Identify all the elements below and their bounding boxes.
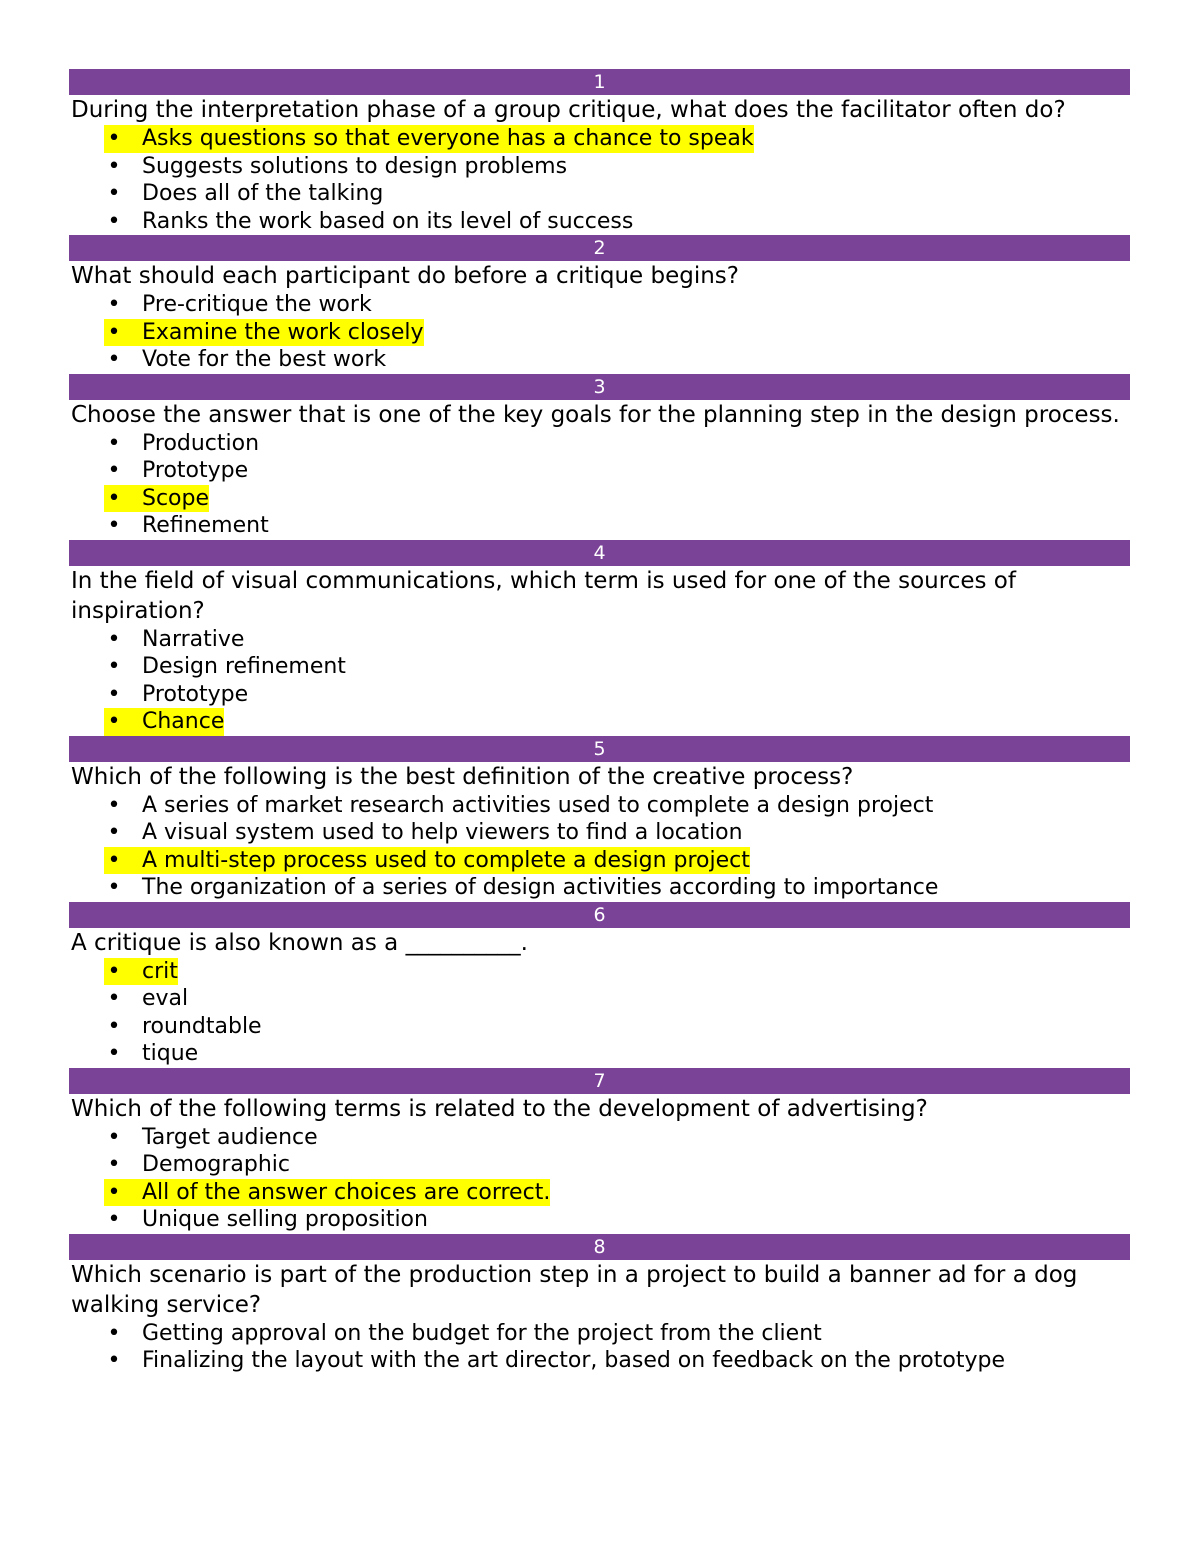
answer-label: Prototype	[142, 458, 249, 483]
answer-label-wrap	[104, 153, 567, 181]
bullet-icon: •	[107, 319, 121, 345]
answer-option-correct	[69, 708, 1130, 736]
answer-label: tique	[142, 1041, 199, 1066]
answer-label-wrap	[104, 1206, 428, 1234]
answer-option	[69, 208, 1130, 236]
answer-options-list	[69, 958, 1130, 1068]
answer-option	[69, 681, 1130, 709]
bullet-icon: •	[107, 1348, 121, 1373]
answer-highlight	[104, 708, 224, 736]
answer-label-wrap	[104, 430, 259, 458]
answer-label-wrap	[104, 180, 383, 208]
bullet-icon: •	[107, 958, 121, 984]
answer-option	[69, 457, 1130, 485]
question-text: A critique is also known as a __________.	[71, 929, 528, 956]
answer-label: All of the answer choices are correct.	[142, 1179, 551, 1205]
question-text: Which scenario is part of the production step in a project to build a banner ad for a dog walking service?	[71, 1261, 1078, 1318]
bullet-icon: •	[107, 430, 121, 456]
answer-highlight	[104, 1179, 550, 1207]
answer-label: Narrative	[142, 626, 245, 652]
answer-label: Production	[142, 430, 260, 456]
answer-label-wrap	[104, 457, 248, 485]
question-number-bar: 5	[69, 736, 1130, 762]
answer-label: Ranks the work based on its level of success	[142, 208, 634, 234]
answer-label-wrap	[104, 1040, 198, 1068]
answer-label-wrap	[104, 208, 633, 236]
answer-label-wrap	[104, 792, 933, 820]
answer-label-wrap	[104, 346, 386, 374]
answer-label-wrap	[104, 1151, 290, 1179]
answer-option-correct	[69, 319, 1130, 347]
answer-option-correct	[69, 1179, 1130, 1207]
bullet-icon: •	[107, 875, 121, 900]
bullet-icon: •	[107, 458, 121, 483]
answer-option	[69, 653, 1130, 681]
answer-options-list	[69, 792, 1130, 902]
bullet-icon: •	[107, 126, 121, 151]
answer-option	[69, 1124, 1130, 1152]
bullet-icon: •	[107, 847, 121, 873]
answer-highlight	[104, 485, 209, 513]
question-text: Choose the answer that is one of the key goals for the planning step in the design process.	[71, 401, 1120, 428]
bullet-icon: •	[107, 654, 121, 679]
answer-label: Does all of the talking	[142, 181, 384, 206]
quiz-document	[69, 69, 1130, 1375]
question-text: During the interpretation phase of a group critique, what does the facilitator often do?	[71, 97, 1066, 123]
answer-option-correct	[69, 485, 1130, 513]
bullet-icon: •	[107, 820, 121, 845]
bullet-icon: •	[107, 626, 121, 652]
answer-label: Getting approval on the budget for the project from the client	[142, 1320, 822, 1346]
answer-option-correct	[69, 125, 1130, 153]
answer-label: roundtable	[142, 1013, 262, 1039]
answer-label-wrap	[104, 819, 743, 847]
answer-options-list	[69, 291, 1130, 374]
answer-option	[69, 346, 1130, 374]
answer-label: Demographic	[142, 1152, 290, 1177]
answer-label: Target audience	[142, 1124, 318, 1150]
answer-label: A visual system used to help viewers to find a location	[142, 820, 743, 845]
answer-option	[69, 1347, 1130, 1375]
answer-highlight	[104, 847, 750, 875]
answer-option	[69, 1040, 1130, 1068]
answer-options-list	[69, 1124, 1130, 1234]
question-number-bar: 3	[69, 374, 1130, 400]
answer-option	[69, 430, 1130, 458]
answer-options-list	[69, 1320, 1130, 1375]
answer-option	[69, 792, 1130, 820]
answer-label: A multi-step process used to complete a design project	[142, 847, 750, 873]
answer-label-wrap	[104, 874, 938, 902]
answer-label: Vote for the best work	[142, 347, 387, 372]
answer-option	[69, 819, 1130, 847]
answer-highlight	[104, 319, 424, 347]
answer-highlight	[104, 958, 178, 986]
answer-label: crit	[142, 958, 178, 984]
answer-label-wrap	[104, 653, 346, 681]
question-number-bar: 4	[69, 540, 1130, 566]
answer-label: eval	[142, 986, 189, 1011]
bullet-icon: •	[107, 513, 121, 538]
bullet-icon: •	[107, 1041, 121, 1066]
answer-label: Unique selling proposition	[142, 1207, 428, 1232]
bullet-icon: •	[107, 709, 121, 734]
answer-label-wrap	[104, 1320, 822, 1348]
answer-option	[69, 626, 1130, 654]
bullet-icon: •	[107, 347, 121, 372]
bullet-icon: •	[107, 1013, 121, 1039]
answer-label: Examine the work closely	[142, 319, 424, 345]
answer-label: Pre-critique the work	[142, 292, 372, 317]
answer-option	[69, 180, 1130, 208]
answer-option	[69, 1013, 1130, 1041]
question-text: In the field of visual communications, which term is used for one of the sources of inspiration?	[71, 567, 1016, 624]
bullet-icon: •	[107, 1320, 121, 1346]
bullet-icon: •	[107, 485, 121, 511]
answer-options-list	[69, 430, 1130, 540]
answer-options-list	[69, 125, 1130, 235]
answer-label-wrap	[104, 291, 372, 319]
bullet-icon: •	[107, 181, 121, 206]
answer-label: Finalizing the layout with the art director, based on feedback on the prototype	[142, 1348, 1005, 1373]
answer-label-wrap	[104, 1124, 318, 1152]
question-text: What should each participant do before a critique begins?	[71, 263, 739, 289]
answer-label: Refinement	[142, 513, 269, 538]
answer-label: Chance	[142, 709, 225, 734]
answer-label-wrap	[104, 985, 188, 1013]
answer-label: A series of market research activities used to complete a design project	[142, 792, 934, 818]
bullet-icon: •	[107, 792, 121, 818]
answer-option-correct	[69, 958, 1130, 986]
answer-label: Scope	[142, 485, 210, 511]
answer-option	[69, 153, 1130, 181]
answer-option	[69, 1151, 1130, 1179]
answer-label-wrap	[104, 1013, 262, 1041]
bullet-icon: •	[107, 681, 121, 707]
answer-option	[69, 512, 1130, 540]
bullet-icon: •	[107, 1179, 121, 1205]
bullet-icon: •	[107, 986, 121, 1011]
answer-option	[69, 874, 1130, 902]
bullet-icon: •	[107, 1207, 121, 1232]
question-number-bar: 6	[69, 902, 1130, 928]
question-number-bar: 2	[69, 235, 1130, 261]
answer-label-wrap	[104, 1347, 1005, 1375]
bullet-icon: •	[107, 292, 121, 317]
answer-label: Suggests solutions to design problems	[142, 153, 568, 179]
answer-label-wrap	[104, 512, 269, 540]
question-text: Which of the following is the best definition of the creative process?	[71, 763, 854, 790]
bullet-icon: •	[107, 1124, 121, 1150]
bullet-icon: •	[107, 1152, 121, 1177]
question-text: Which of the following terms is related to the development of advertising?	[71, 1095, 928, 1122]
answer-option	[69, 291, 1130, 319]
question-number-bar: 1	[69, 69, 1130, 95]
bullet-icon: •	[107, 208, 121, 234]
answer-label: The organization of a series of design activities according to importance	[142, 875, 939, 900]
answer-label-wrap	[104, 681, 248, 709]
answer-options-list	[69, 626, 1130, 736]
bullet-icon: •	[107, 153, 121, 179]
answer-label-wrap	[104, 626, 244, 654]
answer-option	[69, 1206, 1130, 1234]
answer-highlight	[104, 125, 754, 153]
answer-label: Design refinement	[142, 654, 346, 679]
answer-label: Asks questions so that everyone has a chance to speak	[142, 126, 754, 151]
answer-label: Prototype	[142, 681, 249, 707]
question-number-bar: 8	[69, 1234, 1130, 1260]
answer-option	[69, 1320, 1130, 1348]
question-number-bar: 7	[69, 1068, 1130, 1094]
answer-option	[69, 985, 1130, 1013]
answer-option-correct	[69, 847, 1130, 875]
